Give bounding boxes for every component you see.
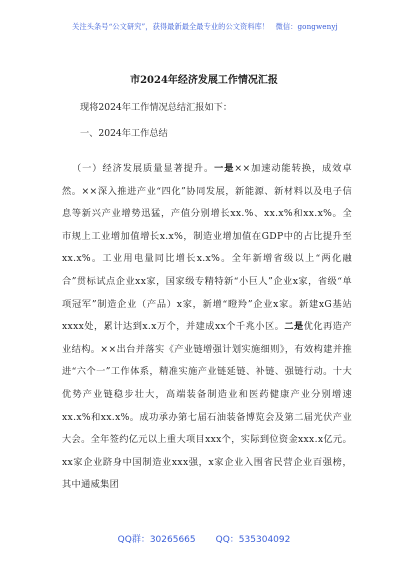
point-two-text: 优化再造产业结构。××出台并落实《产业链增强计划实施细则》，有效构建并推进“六个一”工作体系，精准实施产业链延链、补链、强链行动。十大优势产业链稳步壮大，高端装备制造业和医药健康产业分别增速xx.x%和xx.x%。成功承办第七届石油装备博览会及第二届光伏产业大会。全年签约亿元以上重大项目xxx个，实际到位资金xxx.x亿元。xx家企业跻身中国制造业xxx强，x家企业入围省民营企业百强榜，其中通威集团 bbox=[62, 321, 353, 491]
point-marker-one: 一是 bbox=[214, 163, 235, 174]
qq-group-number: QQ群：30265665 bbox=[117, 535, 196, 545]
point-one-text: ××加速动能转换，成效卓然。××深入推进产业“四化”协同发展，新能源、新材料以及电子信息等新兴产业增势迅猛，产值分别增长xx.%、xx.x%和xx.x%。全市规上工业增加值增长x.x%，制造业增加值在GDP中的占比提升至xx.x%。工业用电量同比增长x.x%。全年新增省级以上“两化融合”贯标试点企业xx家，国家级专精特新“小巨人”企业x家，省级“单项冠军”制造企业（产品）x家，新增“瞪羚”企业x家。新建xG基站xxxx处，累计达到x.x万个，并建成xx个千兆小区。 bbox=[62, 163, 352, 333]
intro-paragraph: 现将2024年工作情况总结汇报如下： bbox=[80, 102, 233, 113]
promo-banner-text: 关注头条号“公文研究”，获得最新最全最专业的公文资料库！ bbox=[72, 22, 270, 31]
section-heading: 一、2024年工作总结 bbox=[80, 128, 168, 139]
document-title: 市2024年经济发展工作情况汇报 bbox=[130, 75, 278, 86]
point-marker-two: 二是 bbox=[284, 321, 304, 333]
promo-banner-wechat: 微信：gongwenyj bbox=[275, 22, 338, 31]
qq-number: QQ：535304092 bbox=[215, 535, 291, 545]
paragraph-lead: （一）经济发展质量显著提升。 bbox=[72, 163, 215, 174]
body-paragraph bbox=[62, 158, 352, 497]
promo-banner bbox=[30, 22, 380, 32]
contact-footer bbox=[0, 532, 408, 545]
